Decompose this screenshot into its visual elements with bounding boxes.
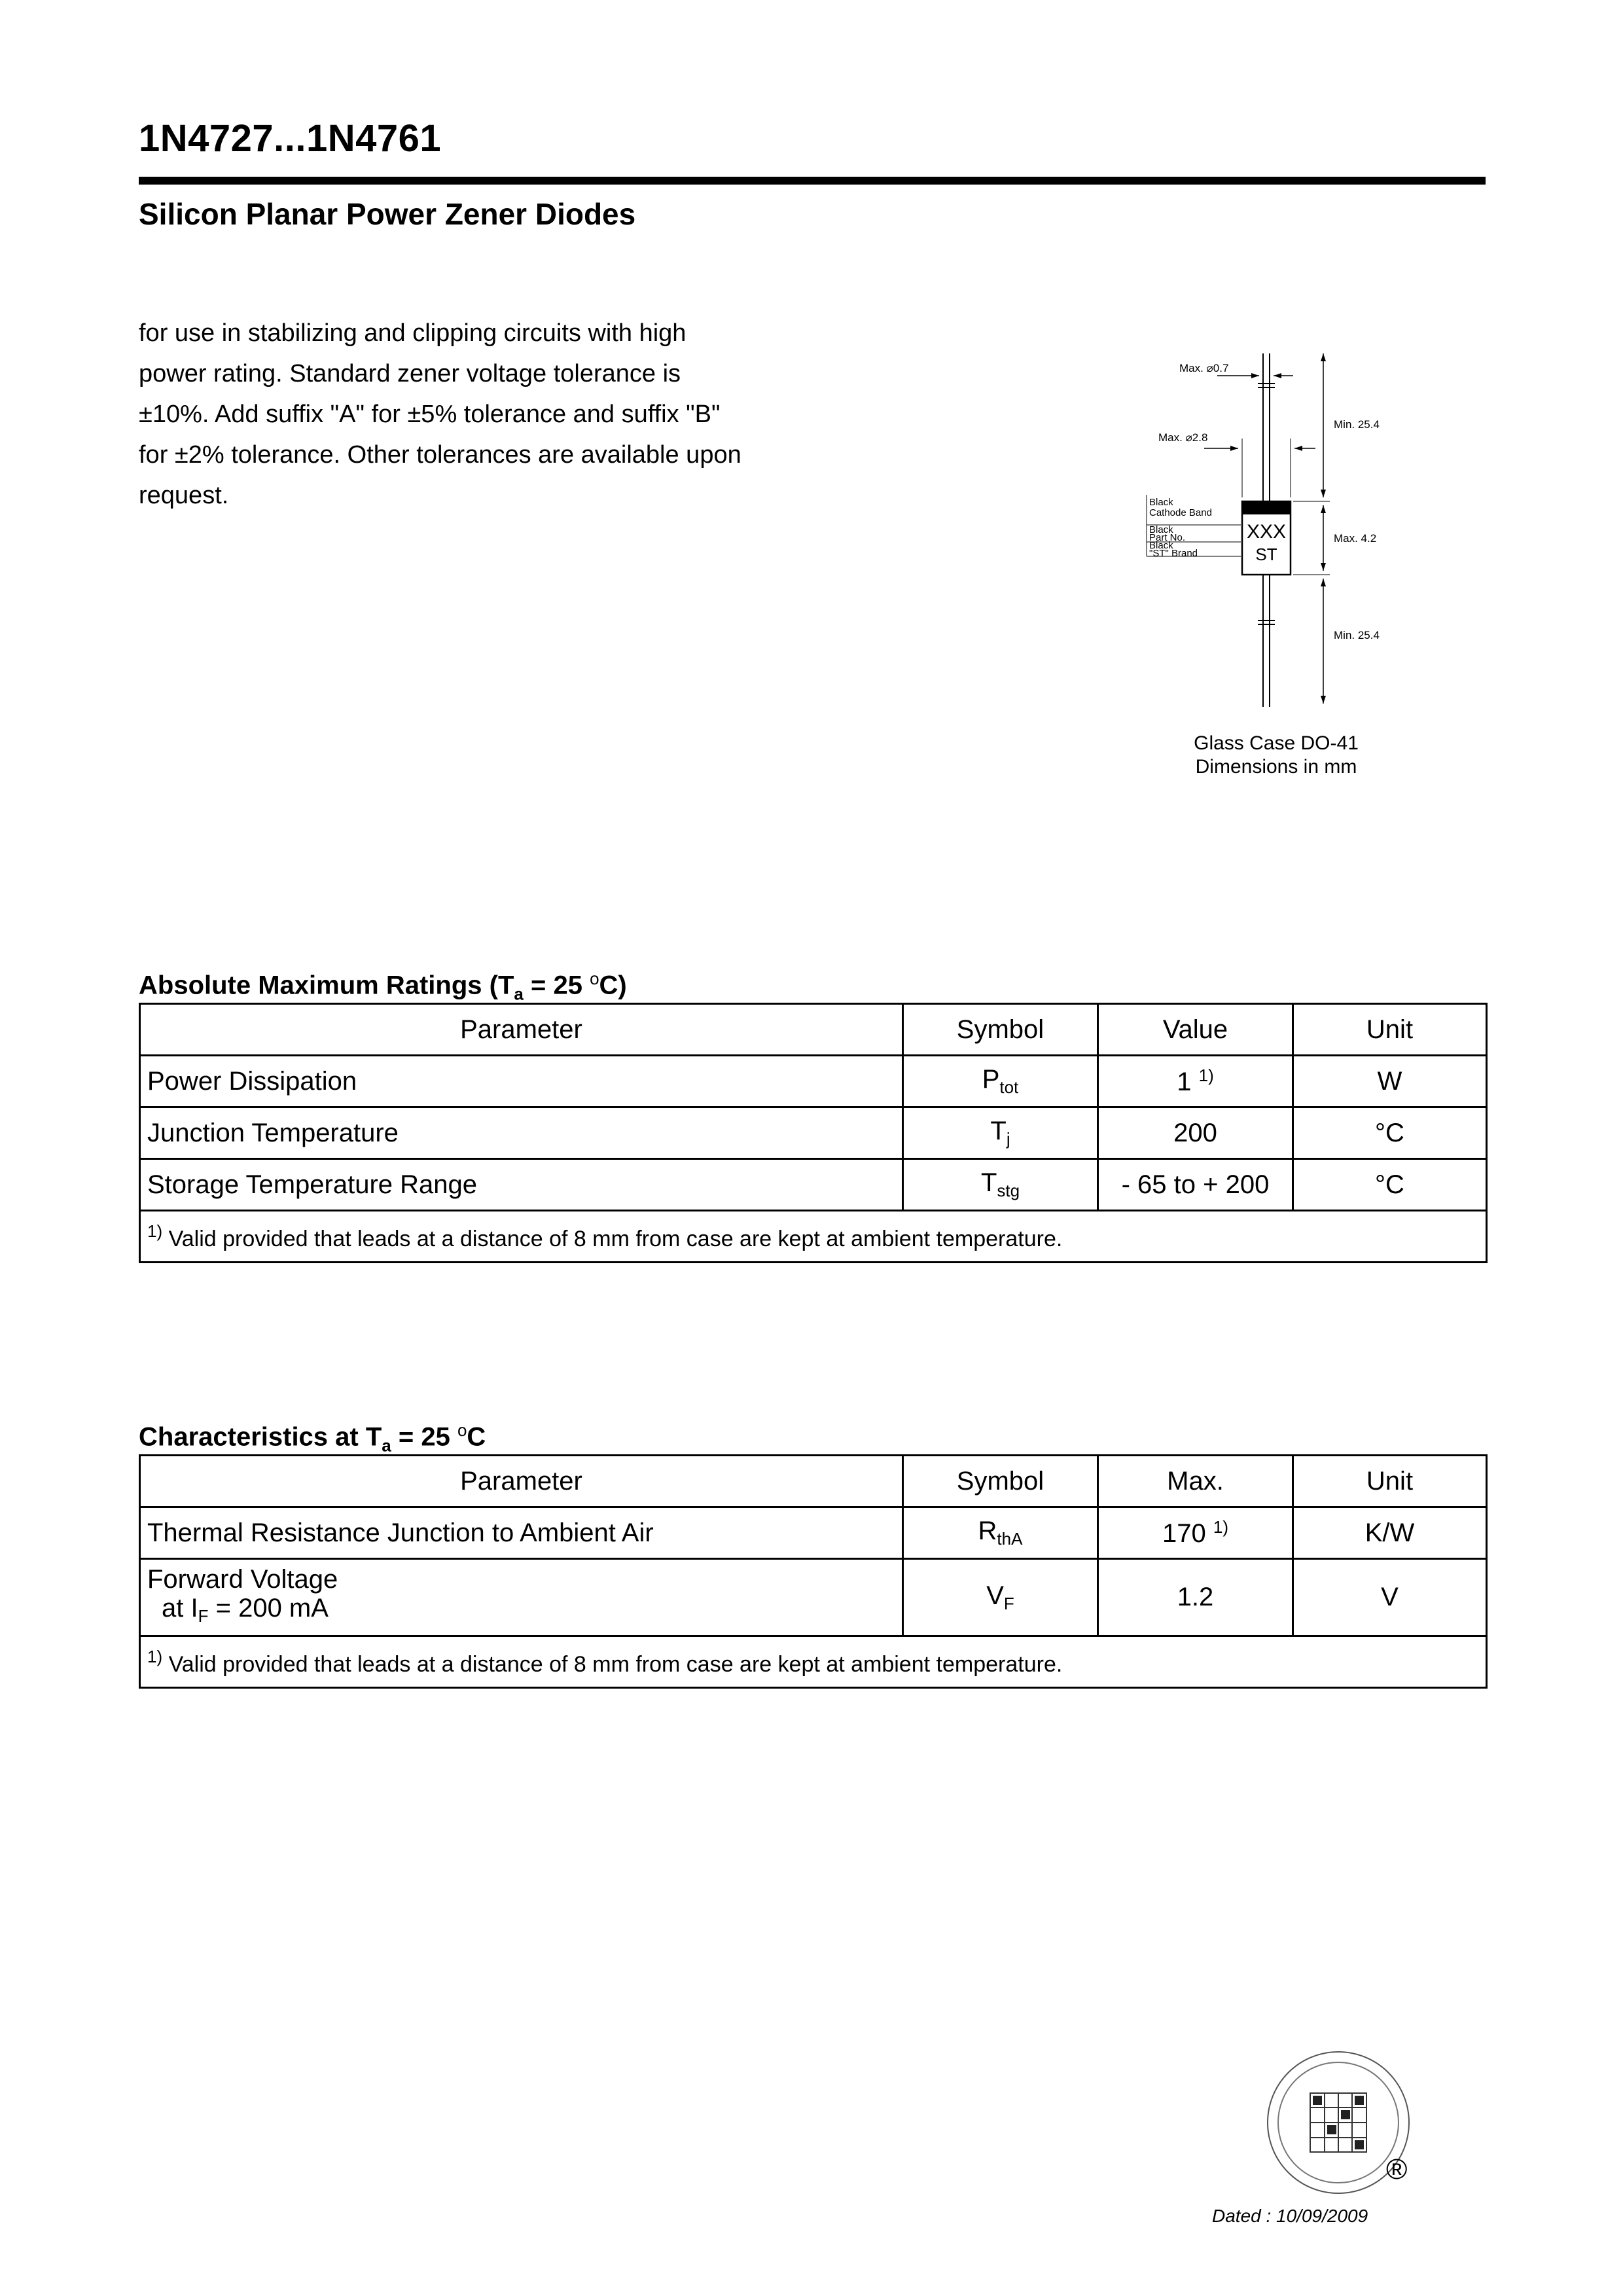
footnote-cell: [140, 1211, 1487, 1263]
abs-max-heading: [139, 969, 627, 1004]
symbol-subscript: F: [1003, 1593, 1014, 1613]
symbol-subscript: thA: [997, 1529, 1023, 1549]
label-cathode-band: Cathode Band: [1149, 507, 1212, 518]
value-cell: 1.2: [1098, 1559, 1293, 1636]
heading-text: = 25: [523, 971, 590, 1000]
column-header: Parameter: [140, 1004, 903, 1056]
column-header: Value: [1098, 1004, 1293, 1056]
column-header: Symbol: [903, 1456, 1098, 1507]
symbol: P: [982, 1065, 1000, 1094]
intro-paragraph: [139, 313, 832, 516]
parameter-cell: Thermal Resistance Junction to Ambient Air: [140, 1507, 903, 1559]
footnote-mark: 1): [147, 1221, 163, 1241]
label-part-no: Black: [1149, 524, 1173, 535]
label-st-brand: Black: [1149, 540, 1173, 551]
table-row: [140, 1507, 1487, 1559]
heading-text: Characteristics at T: [139, 1422, 382, 1452]
unit-cell: W: [1293, 1056, 1487, 1107]
abs-max-table: [139, 1003, 1488, 1263]
condition-text: = 200 mA: [208, 1593, 329, 1623]
symbol: V: [986, 1581, 1004, 1610]
unit-cell: V: [1293, 1559, 1487, 1636]
footnote-row: [140, 1636, 1487, 1688]
value-cell: [1098, 1507, 1293, 1559]
value: 170: [1162, 1519, 1206, 1548]
value-cell: 200: [1098, 1107, 1293, 1159]
symbol-cell: [903, 1559, 1098, 1636]
title-rule: [139, 177, 1486, 185]
heading-text: C: [467, 1422, 486, 1452]
unit-cell: °C: [1293, 1159, 1487, 1211]
parameter-cell: Storage Temperature Range: [140, 1159, 903, 1211]
heading-text: = 25: [391, 1422, 457, 1452]
footnote-text: Valid provided that leads at a distance of 8 mm from case are kept at ambient temperature.: [168, 1226, 1063, 1251]
table-row: [140, 1107, 1487, 1159]
heading-text: Absolute Maximum Ratings (T: [139, 971, 514, 1000]
column-header: Unit: [1293, 1004, 1487, 1056]
table-header-row: [140, 1456, 1487, 1507]
symbol-subscript: stg: [997, 1181, 1020, 1200]
dim-lead-diameter: Max. ⌀0.7: [1179, 362, 1229, 374]
do41-package-drawing: [1139, 340, 1414, 713]
condition-subscript: F: [198, 1605, 209, 1626]
unit-cell: K/W: [1293, 1507, 1487, 1559]
parameter-cell: Junction Temperature: [140, 1107, 903, 1159]
footnote-ref: 1): [1213, 1517, 1228, 1537]
parameter-condition: [147, 1594, 895, 1630]
intro-line: for ±2% tolerance. Other tolerances are available upon: [139, 441, 741, 469]
symbol: T: [980, 1168, 997, 1197]
symbol: R: [978, 1516, 997, 1545]
symbol-cell: [903, 1507, 1098, 1559]
label-cathode-band: Black: [1149, 497, 1173, 508]
symbol-subscript: j: [1006, 1129, 1010, 1149]
label-st-brand: "ST" Brand: [1149, 548, 1198, 559]
product-subtitle: Silicon Planar Power Zener Diodes: [139, 197, 636, 231]
intro-line: for use in stabilizing and clipping circuits with high: [139, 319, 687, 347]
heading-sub: a: [514, 984, 524, 1004]
symbol-cell: [903, 1107, 1098, 1159]
characteristics-heading: [139, 1420, 486, 1456]
dim-lead-length-top: Min. 25.4: [1334, 418, 1380, 431]
degree-mark: o: [457, 1420, 467, 1440]
intro-line: request.: [139, 482, 229, 509]
footnote-ref: 1): [1198, 1066, 1214, 1085]
package-caption-line: Glass Case DO-41: [1194, 732, 1359, 754]
condition-text: at I: [162, 1593, 198, 1623]
table-row: [140, 1056, 1487, 1107]
footnote-row: [140, 1211, 1487, 1263]
footnote-mark: 1): [147, 1646, 163, 1666]
intro-line: power rating. Standard zener voltage tolerance is: [139, 360, 681, 387]
package-caption-line: Dimensions in mm: [1195, 756, 1357, 778]
symbol-subscript: tot: [999, 1077, 1019, 1097]
value-cell: [1098, 1056, 1293, 1107]
intro-line: ±10%. Add suffix "A" for ±5% tolerance and suffix "B": [139, 401, 721, 428]
column-header: Parameter: [140, 1456, 903, 1507]
column-header: Unit: [1293, 1456, 1487, 1507]
symbol-cell: [903, 1056, 1098, 1107]
value-cell: - 65 to + 200: [1098, 1159, 1293, 1211]
parameter-line: Forward Voltage: [147, 1564, 338, 1594]
dated-line: Dated : 10/09/2009: [1212, 2206, 1368, 2226]
body-brand-marking: ST: [1255, 545, 1277, 564]
dim-body-length: Max. 4.2: [1334, 532, 1377, 545]
part-number-title: 1N4727...1N4761: [139, 117, 442, 160]
body-part-marking: XXX: [1246, 521, 1287, 543]
symbol: T: [990, 1117, 1007, 1145]
table-row: [140, 1159, 1487, 1211]
label-part-no: Part No.: [1149, 532, 1186, 543]
parameter-cell: Power Dissipation: [140, 1056, 903, 1107]
degree-mark: o: [590, 969, 599, 988]
table-header-row: [140, 1004, 1487, 1056]
table-row: [140, 1559, 1487, 1636]
heading-sub: a: [382, 1435, 391, 1456]
footnote-text: Valid provided that leads at a distance of 8 mm from case are kept at ambient temperature.: [168, 1651, 1063, 1677]
registered-mark: ®: [1386, 2153, 1408, 2185]
value: 1: [1177, 1067, 1192, 1096]
symbol-cell: [903, 1159, 1098, 1211]
footnote-cell: [140, 1636, 1487, 1688]
package-caption: [1139, 732, 1414, 779]
parameter-cell: [140, 1559, 903, 1636]
unit-cell: °C: [1293, 1107, 1487, 1159]
heading-text: C): [599, 971, 627, 1000]
characteristics-table: [139, 1454, 1488, 1689]
column-header: Symbol: [903, 1004, 1098, 1056]
column-header: Max.: [1098, 1456, 1293, 1507]
dim-body-diameter: Max. ⌀2.8: [1158, 431, 1208, 444]
dim-lead-length-bottom: Min. 25.4: [1334, 629, 1380, 641]
